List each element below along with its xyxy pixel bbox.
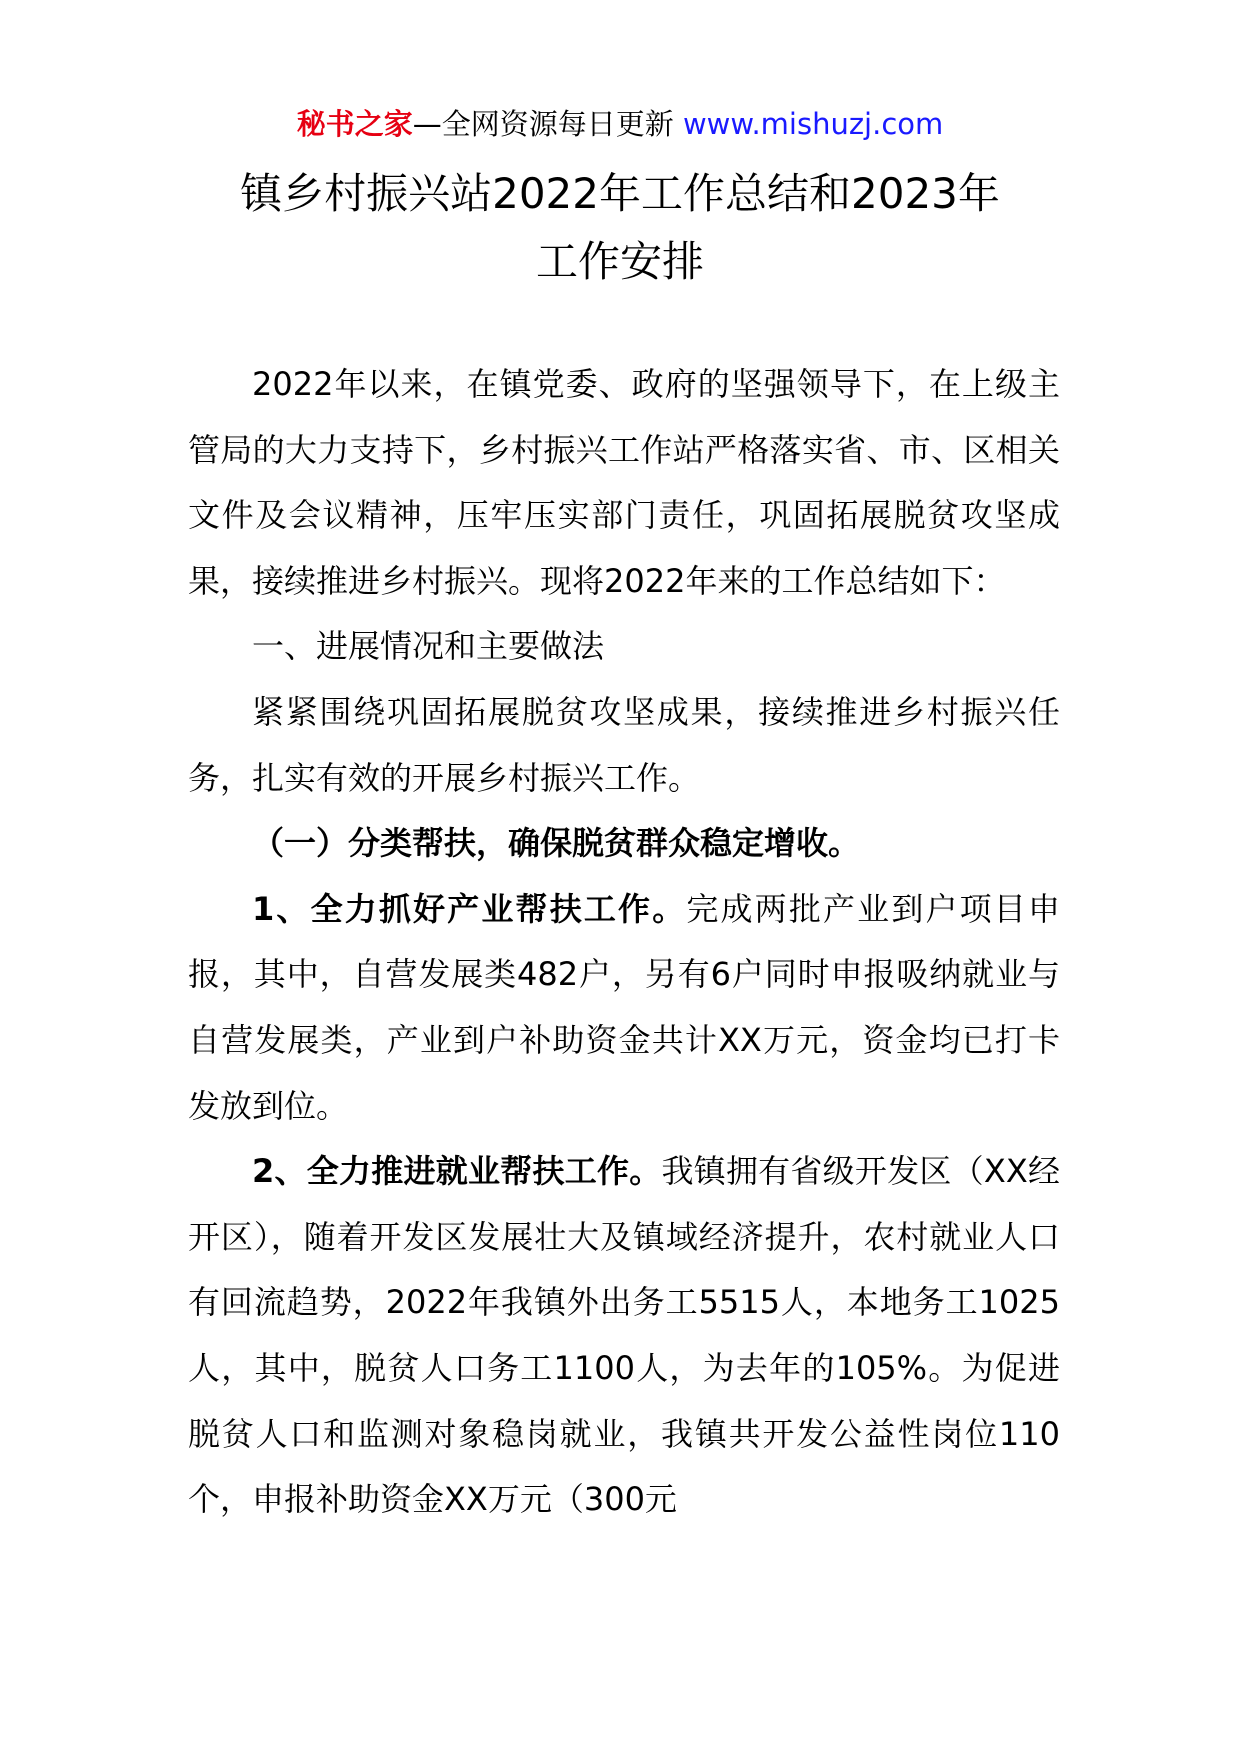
document-title-line-1: 镇乡村振兴站2022年工作总结和2023年	[240, 169, 1000, 218]
paragraph-section-1-summary	[188, 680, 1060, 811]
paragraph-employment-support	[188, 1139, 1060, 1533]
paragraph-section-1-summary-text: 紧紧围绕巩固拓展脱贫攻坚成果，接续推进乡村振兴任务，扎实有效的开展乡村振兴工作。	[188, 692, 1060, 797]
paragraph-intro	[188, 352, 1060, 614]
paragraph-employment-support-text: 我镇拥有省级开发区（XX经开区），随着开发区发展壮大及镇域经济提升，农村就业人口有回流趋势，2022年我镇外出务工5515人，本地务工1025人，其中，脱贫人口务工1100人，为去年的105%。为促进脱贫人口和监测对象稳岗就业，我镇共开发公益性岗位110个，申报补助资金XX万元（300元	[188, 1152, 1060, 1519]
document-title	[180, 160, 1060, 296]
subsection-heading-1-text: （一）分类帮扶，确保脱贫群众稳定增收。	[252, 824, 861, 863]
subsection-heading-1	[188, 811, 1060, 877]
section-heading-1-text: 一、进展情况和主要做法	[252, 627, 605, 666]
site-url-link[interactable]: www.mishuzj.com	[682, 107, 944, 141]
paragraph-industry-support-text: 完成两批产业到户项目申报，其中，自营发展类482户，另有6户同时申报吸纳就业与自营发展类，产业到户补助资金共计XX万元，资金均已打卡发放到位。	[188, 889, 1060, 1125]
paragraph-industry-support-lead: 1、全力抓好产业帮扶工作。	[252, 889, 687, 928]
site-brand: 秘书之家	[296, 107, 413, 141]
site-tagline: —全网资源每日更新	[412, 107, 674, 141]
document-body	[188, 352, 1060, 1533]
paragraph-industry-support	[188, 877, 1060, 1139]
section-heading-1	[188, 614, 1060, 680]
paragraph-employment-support-lead: 2、全力推进就业帮扶工作。	[252, 1152, 662, 1191]
document-title-line-2: 工作安排	[535, 237, 704, 286]
site-header	[0, 100, 1240, 148]
paragraph-intro-text: 2022年以来，在镇党委、政府的坚强领导下，在上级主管局的大力支持下，乡村振兴工作站严格落实省、市、区相关文件及会议精神，压牢压实部门责任，巩固拓展脱贫攻坚成果，接续推进乡村振兴。现将2022年来的工作总结如下：	[188, 365, 1060, 600]
